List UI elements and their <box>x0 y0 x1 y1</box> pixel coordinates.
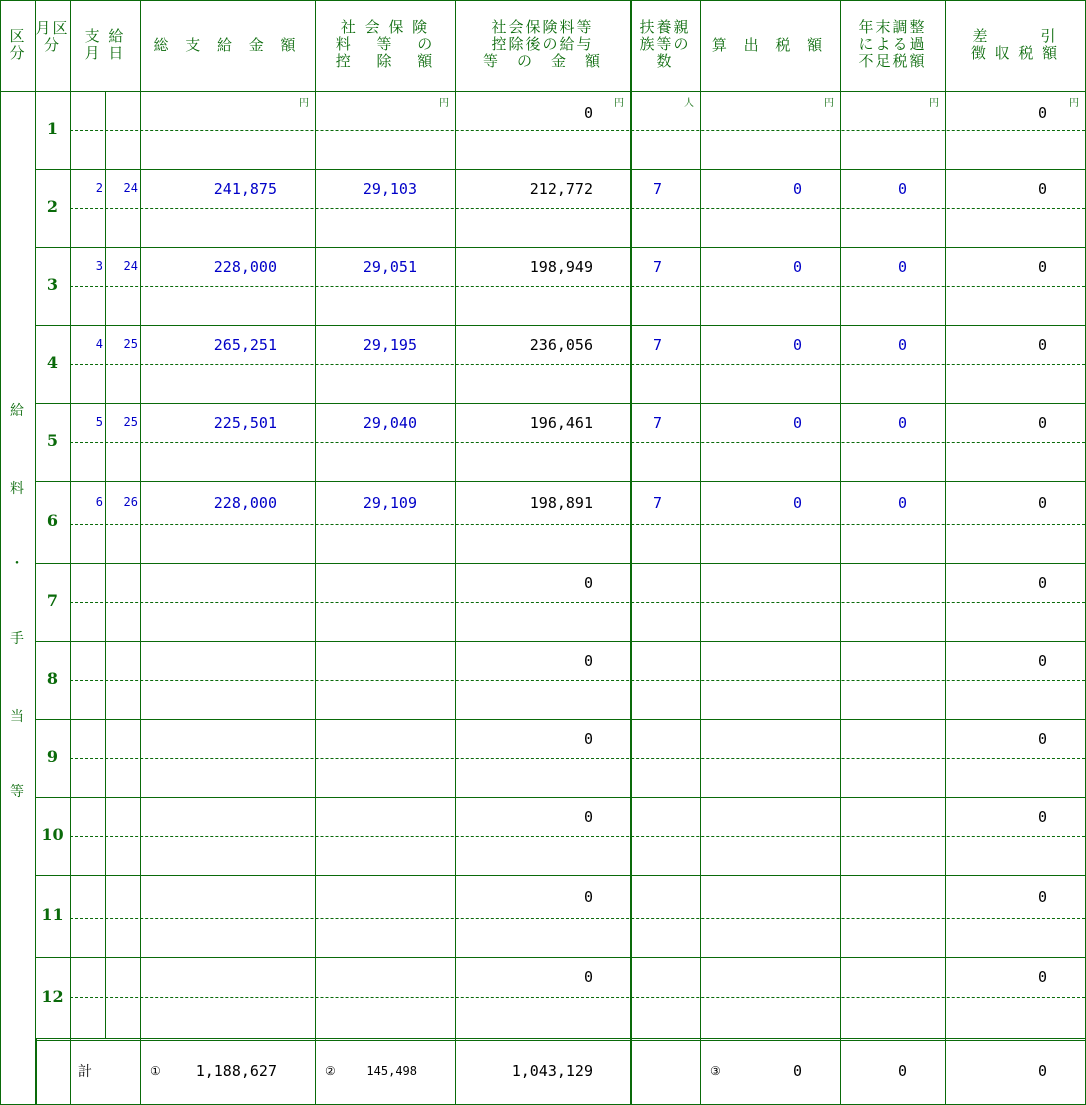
withheld-tax: 0 <box>1037 888 1047 906</box>
total-year-end-adjust: 0 <box>897 1062 907 1080</box>
header-dependents: 扶養親 <box>639 18 691 36</box>
header-kubun: 区 <box>9 27 27 45</box>
total-withheld-tax: 0 <box>1037 1062 1047 1080</box>
header-dependents: 族等の <box>639 35 691 53</box>
grid-line-h <box>35 875 1085 876</box>
row-divider-dashed <box>70 364 1085 365</box>
withheld-tax: 0 <box>1037 258 1047 276</box>
side-label-char: 等 <box>10 784 24 800</box>
side-label-char: 当 <box>10 709 24 725</box>
row-divider-dashed <box>70 442 1085 443</box>
header-after-deduction: 社会保険料等 <box>491 18 594 36</box>
month-label: 1 <box>46 119 59 138</box>
computed-tax: 0 <box>792 494 802 512</box>
after-deduction: 0 <box>583 104 593 122</box>
after-deduction: 198,949 <box>529 258 593 276</box>
gross-pay: 241,875 <box>213 180 277 198</box>
unit-label: 円 <box>929 98 939 109</box>
unit-label: 円 <box>824 98 834 109</box>
month-label: 4 <box>46 353 59 372</box>
side-label-char: 手 <box>10 631 24 647</box>
year-end-adjust: 0 <box>897 494 907 512</box>
row-divider-dashed <box>70 758 1085 759</box>
pay-month: 5 <box>95 415 103 429</box>
total-after-deduction: 1,043,129 <box>511 1062 593 1080</box>
grid-line-h <box>35 797 1085 798</box>
header-dependents: 数 <box>656 52 674 70</box>
grid-line-v <box>140 0 141 1105</box>
row-divider-dashed <box>70 524 1085 525</box>
row-divider-dashed <box>70 680 1085 681</box>
grid-line-v <box>315 0 316 1105</box>
after-deduction: 0 <box>583 730 593 748</box>
header-withheld-tax: 徴 収 税 額 <box>970 44 1060 62</box>
grid-line-v <box>35 1038 37 1104</box>
after-deduction: 0 <box>583 888 593 906</box>
withheld-tax: 0 <box>1037 104 1047 122</box>
row-divider-dashed <box>70 918 1085 919</box>
total-gross: 1,188,627 <box>195 1062 277 1080</box>
grid-line-h <box>35 957 1085 958</box>
row-divider-dashed <box>70 208 1085 209</box>
withheld-tax: 0 <box>1037 730 1047 748</box>
grid-line-h <box>35 1040 1085 1041</box>
row-divider-dashed <box>70 130 1085 131</box>
pay-month: 3 <box>95 259 103 273</box>
row-divider-dashed <box>70 836 1085 837</box>
month-label: 8 <box>46 669 59 688</box>
grid-line-h <box>35 641 1085 642</box>
computed-tax: 0 <box>792 336 802 354</box>
grid-line-h <box>35 481 1085 482</box>
social-insurance: 29,051 <box>362 258 417 276</box>
grid-line-h <box>0 91 1086 92</box>
unit-label: 人 <box>684 98 694 109</box>
pay-day: 24 <box>123 259 138 273</box>
header-month-category: 月区 <box>35 19 70 37</box>
withheld-tax: 0 <box>1037 808 1047 826</box>
after-deduction: 0 <box>583 652 593 670</box>
after-deduction: 236,056 <box>529 336 593 354</box>
dependents: 7 <box>652 336 662 354</box>
after-deduction: 0 <box>583 574 593 592</box>
gross-pay: 225,501 <box>213 414 277 432</box>
pay-month: 2 <box>95 181 103 195</box>
dependents: 7 <box>652 258 662 276</box>
dependents: 7 <box>652 414 662 432</box>
header-after-deduction: 控除後の給与 <box>491 35 594 53</box>
header-year-end-adjust: による過 <box>858 35 927 53</box>
grid-line-h <box>35 1038 1085 1039</box>
withheld-tax: 0 <box>1037 414 1047 432</box>
month-label: 11 <box>41 905 64 924</box>
header-pay-date: 支 給 <box>84 27 126 45</box>
unit-label: 円 <box>299 98 309 109</box>
pay-day: 24 <box>123 181 138 195</box>
grid-line-v <box>455 0 456 1105</box>
pay-month: 6 <box>95 495 103 509</box>
pay-day: 26 <box>123 495 138 509</box>
withheld-tax: 0 <box>1037 494 1047 512</box>
grid-line-h <box>35 403 1085 404</box>
social-insurance: 29,109 <box>362 494 417 512</box>
year-end-adjust: 0 <box>897 336 907 354</box>
grid-line-v <box>840 0 841 1105</box>
gross-pay: 228,000 <box>213 258 277 276</box>
withheld-tax: 0 <box>1037 652 1047 670</box>
month-label: 9 <box>46 747 59 766</box>
year-end-adjust: 0 <box>897 414 907 432</box>
month-label: 6 <box>46 511 59 530</box>
withheld-tax: 0 <box>1037 574 1047 592</box>
month-label: 5 <box>46 431 59 450</box>
dependents: 7 <box>652 494 662 512</box>
grid-line-v <box>35 0 36 1105</box>
grid-line-v <box>945 0 946 1105</box>
pay-month: 4 <box>95 337 103 351</box>
header-computed-tax: 算 出 税 額 <box>711 36 829 54</box>
social-insurance: 29,103 <box>362 180 417 198</box>
after-deduction: 196,461 <box>529 414 593 432</box>
side-label-char: ・ <box>10 556 24 572</box>
unit-label: 円 <box>439 98 449 109</box>
grid-line-h <box>35 169 1085 170</box>
header-social-insurance: 社 会 保 険 <box>340 18 430 36</box>
side-label-char: 給 <box>10 403 24 419</box>
side-label-char: 料 <box>10 481 24 497</box>
row-divider-dashed <box>70 602 1085 603</box>
withheld-tax: 0 <box>1037 180 1047 198</box>
header-month-category: 分 <box>43 36 61 54</box>
computed-tax: 0 <box>792 180 802 198</box>
after-deduction: 0 <box>583 968 593 986</box>
grid-line-h <box>35 563 1085 564</box>
grid-line-h <box>35 325 1085 326</box>
year-end-adjust: 0 <box>897 258 907 276</box>
month-label: 2 <box>46 197 59 216</box>
after-deduction: 212,772 <box>529 180 593 198</box>
row-divider-dashed <box>70 286 1085 287</box>
month-label: 10 <box>41 825 64 844</box>
unit-label: 円 <box>1069 98 1079 109</box>
total-label: 計 <box>78 1064 98 1080</box>
month-label: 3 <box>46 275 59 294</box>
after-deduction: 0 <box>583 808 593 826</box>
grid-line-v <box>700 0 701 1105</box>
pay-day: 25 <box>123 415 138 429</box>
total-calc-mark: ③ <box>710 1064 721 1078</box>
pay-day: 25 <box>123 337 138 351</box>
dependents: 7 <box>652 180 662 198</box>
header-social-insurance: 控 除 額 <box>335 52 435 70</box>
row-divider-dashed <box>70 997 1085 998</box>
header-gross-pay: 総 支 給 金 額 <box>153 36 302 54</box>
grid-line-v <box>630 0 632 1105</box>
grid-line-h <box>35 719 1085 720</box>
grid-line-h <box>35 247 1085 248</box>
grid-line-h <box>0 0 1086 1</box>
header-pay-date: 月 日 <box>84 44 126 62</box>
year-end-adjust: 0 <box>897 180 907 198</box>
gross-pay: 228,000 <box>213 494 277 512</box>
total-computed-tax: 0 <box>792 1062 802 1080</box>
computed-tax: 0 <box>792 414 802 432</box>
withheld-tax: 0 <box>1037 336 1047 354</box>
month-label: 7 <box>46 591 59 610</box>
social-insurance: 29,195 <box>362 336 417 354</box>
grid-line-v <box>105 91 106 1038</box>
header-year-end-adjust: 不足税額 <box>858 52 927 70</box>
header-social-insurance: 料 等 の <box>335 35 435 53</box>
social-insurance: 29,040 <box>362 414 417 432</box>
total-gross-mark: ① <box>150 1064 161 1078</box>
header-after-deduction: 等 の 金 額 <box>482 52 602 70</box>
computed-tax: 0 <box>792 258 802 276</box>
after-deduction: 198,891 <box>529 494 593 512</box>
header-withheld-tax: 差 引 <box>972 27 1058 45</box>
header-year-end-adjust: 年末調整 <box>858 18 927 36</box>
withheld-tax: 0 <box>1037 968 1047 986</box>
gross-pay: 265,251 <box>213 336 277 354</box>
month-label: 12 <box>41 986 64 1006</box>
grid-line-v <box>70 0 71 1105</box>
total-social-mark: ② <box>325 1064 336 1078</box>
header-kubun: 分 <box>9 44 27 62</box>
total-social: 145,498 <box>366 1064 417 1078</box>
unit-label: 円 <box>614 98 624 109</box>
